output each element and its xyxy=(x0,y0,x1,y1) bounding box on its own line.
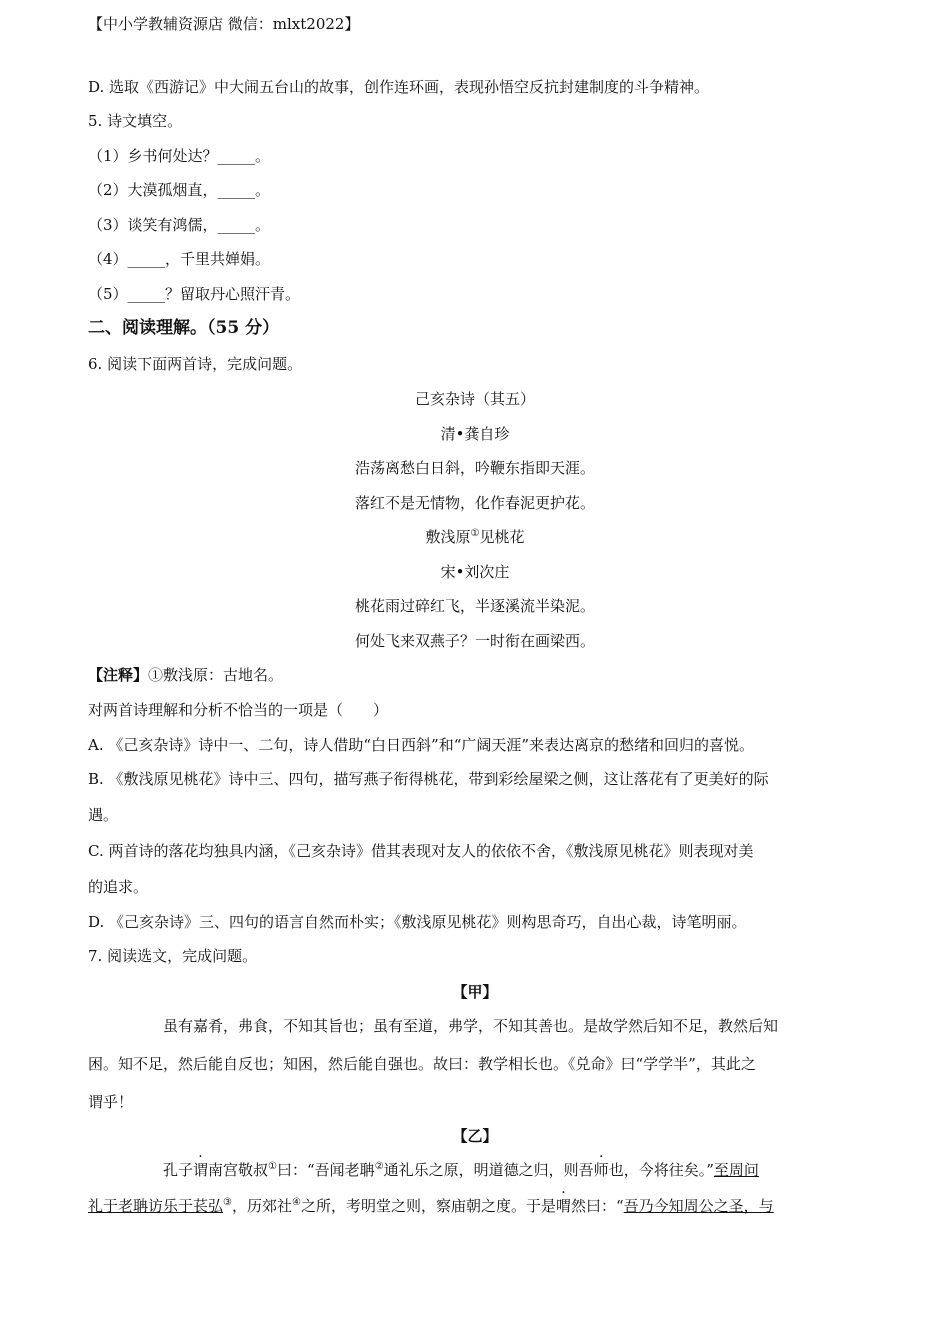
passage-jia-line: 虽有嘉肴，弗食，不知其旨也；虽有至道，弗学，不知其善也。是故学然后知不足，教然后知 xyxy=(163,1017,779,1035)
q7-intro: 7. 阅读选文，完成问题。 xyxy=(88,947,258,965)
q5-item: （2）大漠孤烟直，_____。 xyxy=(88,181,271,199)
q5-item: （1）乡书何处达？_____。 xyxy=(88,147,271,165)
poem2-line: 桃花雨过碎红飞，半逐溪流半染泥。 xyxy=(354,597,595,615)
header-watermark: 【中小学教辅资源店 微信：mlxt2022】 xyxy=(88,15,360,33)
passage-jia-label: 【甲】 xyxy=(452,983,498,1001)
q4-option-d: D. 选取《西游记》中大闹五台山的故事，创作连环画，表现孙悟空反抗封建制度的斗争精神。 xyxy=(88,78,710,96)
q6-note: 【注释】①敷浅原：古地名。 xyxy=(88,666,284,684)
q6-intro: 6. 阅读下面两首诗，完成问题。 xyxy=(88,355,303,373)
q6-option-d: D. 《己亥杂诗》三、四句的语言自然而朴实；《敷浅原见桃花》则构思奇巧，自出心裁，诗笔明丽。 xyxy=(88,913,747,931)
q6-option-b-cont: 遇。 xyxy=(88,806,119,824)
passage-jia-line: 谓乎！ xyxy=(88,1093,134,1111)
q5-title: 5. 诗文填空。 xyxy=(88,112,183,130)
q5-item: （3）谈笑有鸿儒，_____。 xyxy=(88,216,271,234)
passage-jia-line: 困。知不足，然后能自反也；知困，然后能自强也。故曰：教学相长也。《兑命》曰“学学半”，其此之 xyxy=(88,1055,756,1073)
poem1-author: 清•龚自珍 xyxy=(440,425,510,443)
q5-item: （5）_____？留取丹心照汗青。 xyxy=(88,285,301,303)
q6-option-a: A. 《己亥杂诗》诗中一、二句，诗人借助“白日西斜”和“广阔天涯”来表达离京的愁绪和回归的喜悦。 xyxy=(88,736,755,754)
q6-question: 对两首诗理解和分析不恰当的一项是（ ） xyxy=(88,701,389,719)
poem2-title: 敷浅原①见桃花 xyxy=(425,528,525,546)
q5-item: （4）_____，千里共婵娟。 xyxy=(88,250,271,268)
q6-option-b: B. 《敷浅原见桃花》诗中三、四句，描写燕子衔得桃花，带到彩绘屋梁之侧，这让落花有了更美好的际 xyxy=(88,770,769,788)
poem1-line: 落红不是无情物，化作春泥更护花。 xyxy=(354,494,595,512)
q6-option-c-cont: 的追求。 xyxy=(88,878,149,896)
passage-yi-label: 【乙】 xyxy=(452,1127,498,1145)
passage-yi-line: 礼于老聃访乐于苌弘③，历郊社④之所，考明堂之则，察庙朝之度。于是喟然曰：“吾乃今知周公之圣，与 xyxy=(88,1197,774,1215)
q6-option-c: C. 两首诗的落花均独具内涵，《己亥杂诗》借其表现对友人的依依不舍，《敷浅原见桃花》则表现对美 xyxy=(88,842,754,860)
passage-yi-line: 孔子谓南宫敬叔①曰：“吾闻老聃②通礼乐之原，明道德之归，则吾师也，今将往矣。”至周问 xyxy=(163,1161,759,1179)
poem1-title: 己亥杂诗（其五） xyxy=(414,390,535,408)
poem1-line: 浩荡离愁白日斜，吟鞭东指即天涯。 xyxy=(354,459,595,477)
poem2-line: 何处飞来双燕子？一时衔在画梁西。 xyxy=(354,632,595,650)
poem2-author: 宋•刘次庄 xyxy=(440,563,510,581)
section-title: 二、阅读理解。（55 分） xyxy=(88,318,280,338)
